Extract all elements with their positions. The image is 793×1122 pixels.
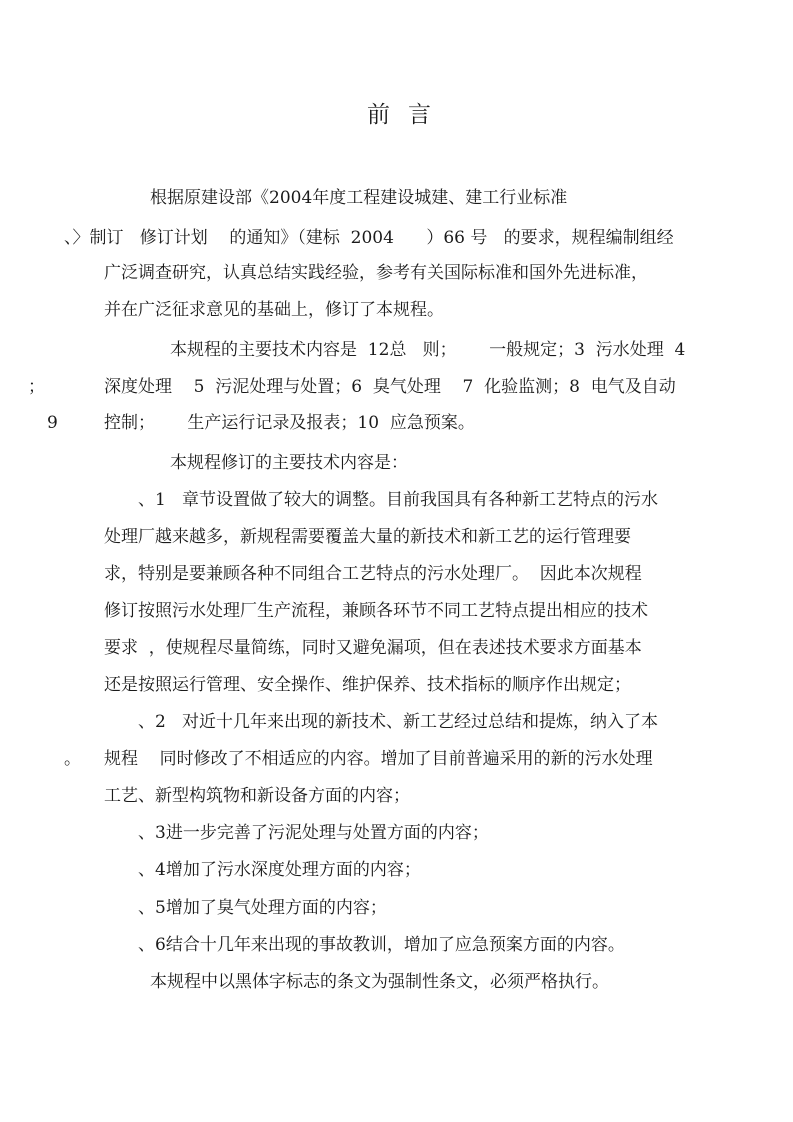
text-line: 根据原建设部《2004年度工程建设城建、建工行业标准: [150, 188, 568, 208]
text-line: 广泛调查研究，认真总结实践经验，参考有关国际标准和国外先进标准，: [104, 263, 648, 283]
text-line: 、1 章节设置做了较大的调整。目前我国具有各种新工艺特点的污水: [138, 490, 659, 510]
text-line: 要求 ，使规程尽量简练，同时又避免漏项，但在表述技术要求方面基本: [104, 638, 642, 658]
text-line: 9: [47, 413, 58, 433]
text-line: 、〉制订 修订计划 的通知》（建标 2004 ）66 号 的要求，规程编制组经: [64, 228, 674, 248]
text-line: 修订按照污水处理厂生产流程，兼顾各环节不同工艺特点提出相应的技术: [104, 601, 648, 621]
text-line: 、4增加了污水深度处理方面的内容；: [138, 860, 421, 880]
text-line: 控制； 生产运行记录及报表；10 应急预案。: [104, 413, 475, 433]
text-line: 本规程修订的主要技术内容是：: [170, 453, 408, 473]
text-line: 、5增加了臭气处理方面的内容；: [138, 898, 387, 918]
text-line: 还是按照运行管理、安全操作、维护保养、技术指标的顺序作出规定；: [104, 675, 631, 695]
text-line: 并在广泛征求意见的基础上，修订了本规程。: [104, 300, 444, 320]
text-line: 本规程的主要技术内容是 12总 则； 一般规定；3 污水处理 4: [170, 340, 686, 360]
text-line: 工艺、新型构筑物和新设备方面的内容；: [104, 786, 410, 806]
text-line: 本规程中以黑体字标志的条文为强制性条文，必须严格执行。: [150, 972, 609, 992]
text-line: 、2 对近十几年来出现的新技术、新工艺经过总结和提炼，纳入了本: [138, 712, 659, 732]
page-title: 前言: [367, 102, 449, 128]
text-line: 处理厂越来越多，新规程需要覆盖大量的新技术和新工艺的运行管理要: [104, 527, 631, 547]
text-line: 求，特别是要兼顾各种不同组合工艺特点的污水处理厂。 因此本次规程: [104, 564, 642, 584]
text-line: ；: [28, 377, 45, 397]
text-line: 、3进一步完善了污泥处理与处置方面的内容；: [138, 823, 489, 843]
text-line: 规程 同时修改了不相适应的内容。增加了目前普遍采用的新的污水处理: [104, 749, 653, 769]
text-line: 深度处理 5 污泥处理与处置；6 臭气处理 7 化验监测；8 电气及自动: [104, 377, 676, 397]
text-line: 、6结合十几年来出现的事故教训，增加了应急预案方面的内容。: [138, 935, 625, 955]
text-line: 。: [64, 749, 81, 769]
